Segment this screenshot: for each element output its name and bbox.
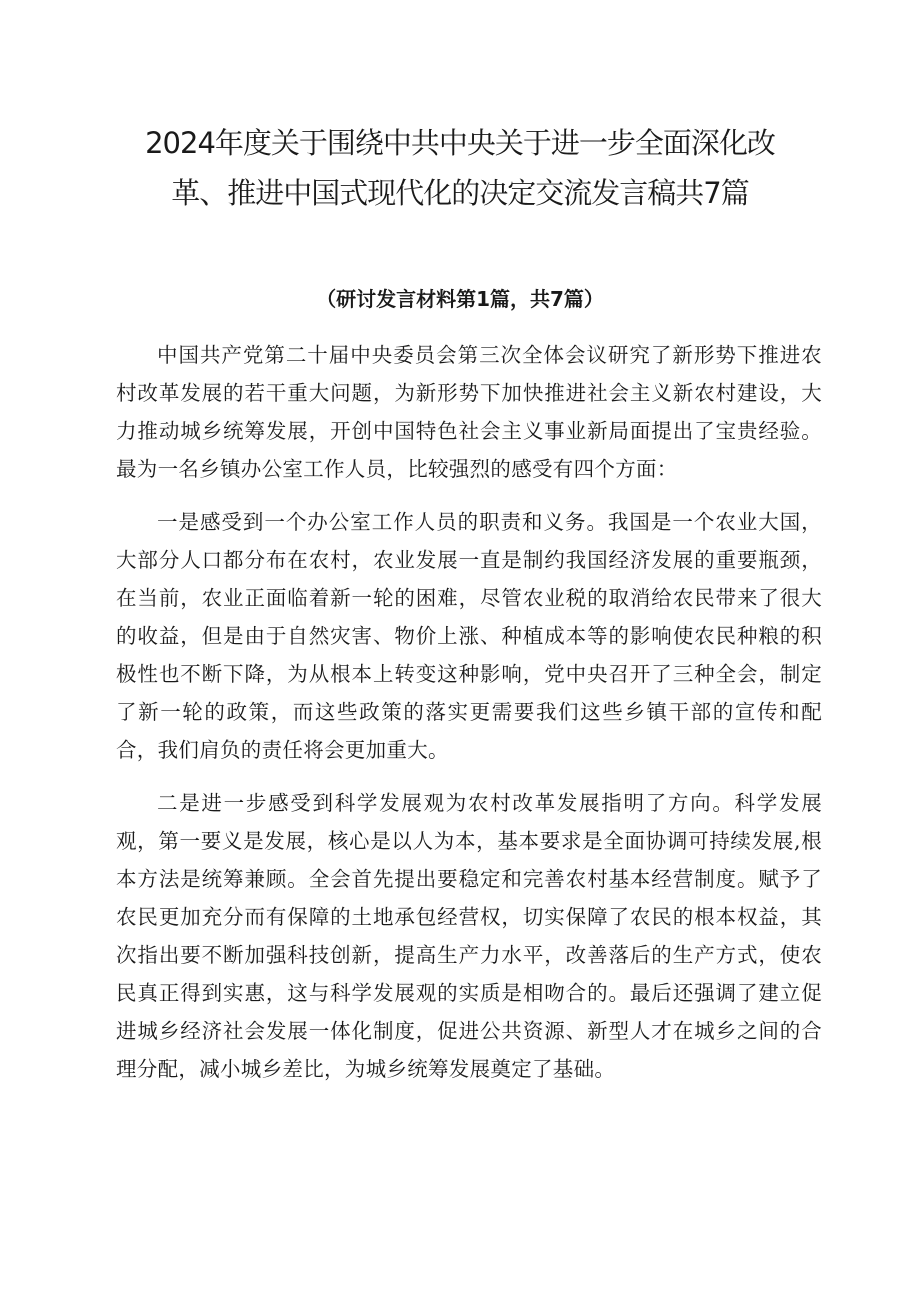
paragraph-point-2: 二是进一步感受到科学发展观为农村改革发展指明了方向。科学发展观，第一要义是发展，核心是以人为本，基本要求是全面协调可持续发展,根本方法是统筹兼顾。全会首先提出要稳定和完善农村基本经营制度。赋予了农民更加充分而有保障的土地承包经营权，切实保障了农民的根本权益，其次指出要不断加强科技创新，提高生产力水平，改善落后的生产方式，使农民真正得到实惠，这与科学发展观的实质是相吻合的。最后还强调了建立促进城乡经济社会发展一体化制度，促进公共资源、新型人才在城乡之间的合理分配，减小城乡差比，为城乡统筹发展奠定了基础。 <box>116 791 822 1081</box>
paragraph-point-1: 一是感受到一个办公室工作人员的职责和义务。我国是一个农业大国，大部分人口都分布在农村，农业发展一直是制约我国经济发展的重要瓶颈，在当前，农业正面临着新一轮的困难，尽管农业税的取消给农民带来了很大的收益，但是由于自然灾害、物价上涨、种植成本等的影响使农民种粮的积极性也不断下降，为从根本上转变这种影响，党中央召开了三种全会，制定了新一轮的政策，而这些政策的落实更需要我们这些乡镇干部的宣传和配合，我们肩负的责任将会更加重大。 <box>116 510 822 762</box>
title-line-1: 2024年度关于围绕中共中央关于进一步全面深化改 <box>145 126 775 160</box>
document-subtitle: （研讨发言材料第1篇，共7篇） <box>316 287 604 311</box>
paragraph-intro: 中国共产党第二十届中央委员会第三次全体会议研究了新形势下推进农村改革发展的若干重大问题，为新形势下加快推进社会主义新农村建设，大力推动城乡统筹发展，开创中国特色社会主义事业新局面提出了宝贵经验。最为一名乡镇办公室工作人员，比较强烈的感受有四个方面： <box>116 343 822 481</box>
document-body <box>116 336 822 1103</box>
document-title <box>110 118 810 218</box>
title-line-2: 革、推进中国式现代化的决定交流发言稿共7篇 <box>171 176 749 210</box>
